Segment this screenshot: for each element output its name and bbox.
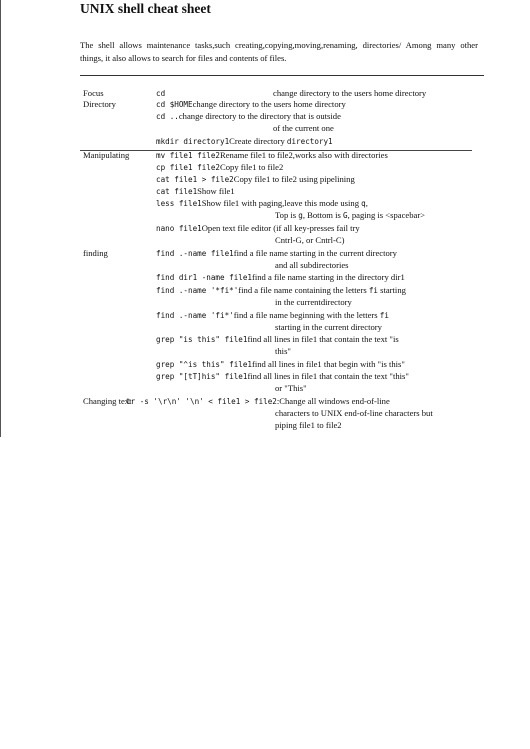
entry-tr-cont2: piping file1 to file2 <box>275 420 342 430</box>
intro-paragraph: The shell allows maintenance tasks,such creating,copying,moving,renaming, directories/ Among many other things, it also allows to search for files and contents of files. <box>80 40 478 63</box>
entry-tr-cont: characters to UNIX end-of-line characters but <box>275 408 433 418</box>
entry-grep-begin: grep "^is this" file1find all lines in file1 that begin with "is this" <box>156 359 405 369</box>
left-edge-rule <box>0 0 1 437</box>
entry-grep-class: grep "[tT]his" file1find all lines in file1 that contain the text "this" <box>156 371 409 381</box>
entry-find-fi-begin: find .-name 'fi*'find a file name beginning with the letters fi <box>156 310 389 320</box>
entry-less-cont: Top is g, Bottom is G, paging is <spacebar> <box>275 210 426 220</box>
category-changing-text: Changing text <box>83 396 132 406</box>
entry-cd-dots-cont: of the current one <box>273 123 334 133</box>
entry-grep-is: grep "is this" file1find all lines in file1 that contain the text "is <box>156 334 399 344</box>
horizontal-rule <box>80 75 484 76</box>
entry-find-fi-cont: in the currentdirectory <box>275 297 352 307</box>
entry-nano: nano file1Open text file editor (if all key-presses fail try <box>156 223 360 233</box>
entry-mv: mv file1 file2Rename file1 to file2,works also with directories <box>156 150 388 160</box>
entry-less: less file1Show file1 with paging,leave this mode using q, <box>156 198 368 208</box>
entry-mkdir: mkdir directory1Create directory directory1 <box>156 136 333 146</box>
entry-find-name: find .-name file1find a file name starting in the current directory <box>156 248 397 258</box>
category-finding: finding <box>83 248 108 258</box>
entry-cat-pipe: cat file1 > file2Copy file1 to file2 using pipelining <box>156 174 355 184</box>
entry-find-name-cont: and all subdirectories <box>275 260 349 270</box>
entry-grep-class-cont: or "This" <box>275 383 307 393</box>
entry-nano-cont: Cntrl-G, or Cntrl-C) <box>275 235 345 245</box>
entry-tr: tr -s '\r\n' '\n' < file1 > file2:Change all windows end-of-line <box>126 396 390 406</box>
entry-find-fi: find .-name '*fi*'find a file name containing the letters fi starting <box>156 285 406 295</box>
entry-cd-description: change directory to the users home directory <box>273 88 427 98</box>
entry-cd-home: cd $HOMEchange directory to the users home directory <box>156 99 346 109</box>
entry-cd-command: cd <box>156 89 166 98</box>
entry-find-fi-begin-cont: starting in the current directory <box>275 322 382 332</box>
entry-grep-is-cont: this" <box>275 346 291 356</box>
entry-cd-dots: cd ..change directory to the directory that is outside <box>156 111 341 121</box>
page-title: UNIX shell cheat sheet <box>80 1 211 16</box>
category-focus: Focus <box>83 88 104 98</box>
entry-cp: cp file1 file2Copy file1 to file2 <box>156 162 284 172</box>
entry-cat: cat file1Show file1 <box>156 186 235 196</box>
category-directory: Directory <box>83 99 116 109</box>
entry-find-dir: find dir1 -name file1find a file name starting in the directory dir1 <box>156 272 405 282</box>
category-manipulating: Manipulating <box>83 150 130 160</box>
